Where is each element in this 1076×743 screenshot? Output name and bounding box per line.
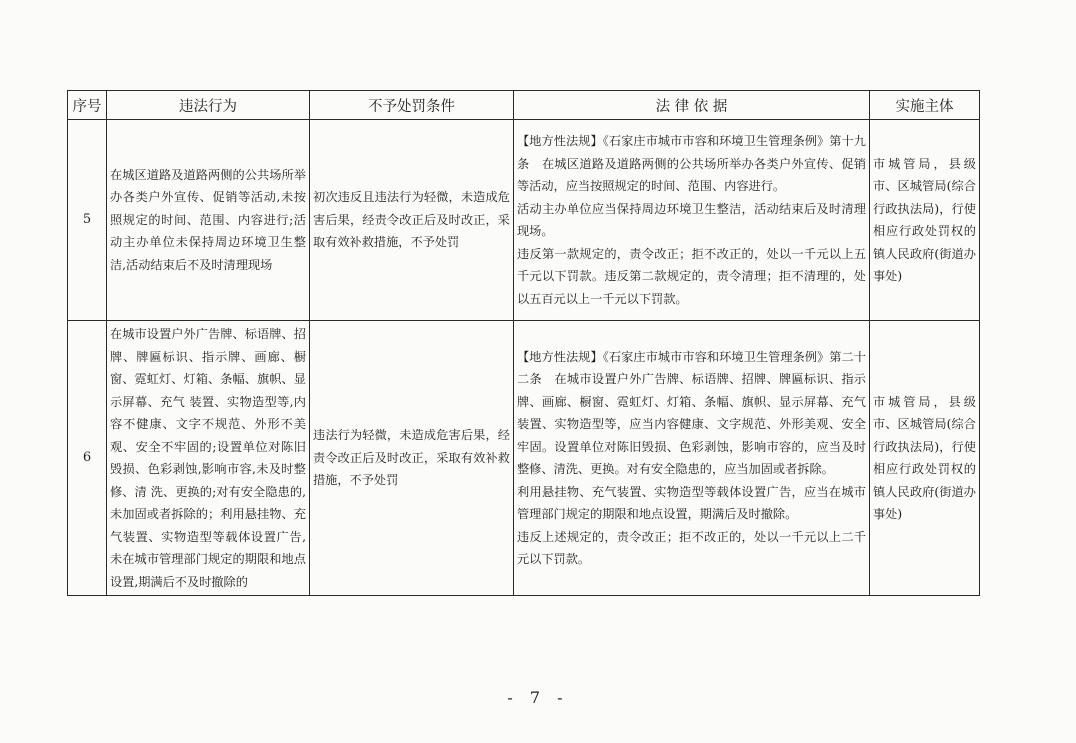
basis-paragraph: 利用悬挂物、充气装置、实物造型等载体设置广告，应当在城市管理部门规定的期限和地点设置，期满后及时撤除。: [517, 484, 866, 521]
basis-paragraph: 【地方性法规】《石家庄市城市市容和环境卫生管理条例》第十九条 在城区道路及道路两侧的公共场所举办各类户外宣传、促销等活动，应当按照规定的时间、范围、内容进行。: [517, 134, 866, 193]
penalty-exemption-table: [67, 90, 980, 596]
basis-paragraph: 违反第一款规定的，责令改正；拒不改正的，处以一千元以上五千元以下罚款。违反第二款规定的，责令清理；拒不清理的，处以五百元以上一千元以下罚款。: [517, 246, 866, 306]
header-seq: 序号: [68, 91, 107, 120]
basis-paragraph: 活动主办单位应当保持周边环境卫生整洁，活动结束后及时清理现场。: [517, 201, 866, 238]
exemption-cell: 违法行为轻微，未造成危害后果，经责令改正后及时改正，采取有效补救措施，不予处罚: [310, 321, 514, 596]
authority-cell: 市城管局，县级市、区城管局(综合行政执法局)，行使相应行政处罚权的镇人民政府(街道办事处): [870, 321, 980, 596]
table-row: [68, 321, 980, 596]
table-header-row: [68, 91, 980, 120]
header-basis: 法 律 依 据: [514, 91, 870, 120]
row-seq-cell: 5: [68, 120, 107, 321]
page-number: - 7 -: [507, 688, 569, 707]
header-violation: 违法行为: [107, 91, 310, 120]
table-row: [68, 120, 980, 321]
row-seq-cell: 6: [68, 321, 107, 596]
basis-paragraph: 【地方性法规】《石家庄市城市市容和环境卫生管理条例》第二十二条 在城市设置户外广告牌、标语牌、招牌、牌匾标识、指示牌、画廊、橱窗、霓虹灯、灯箱、条幅、旗帜、显示屏幕、充气装置、实物造型等，应当内容健康、文字规范、外形美观、安全牢固。设置单位对陈旧毁损、色彩剥蚀，影响市容的，应当及时整修、清洗、更换。对有安全隐患的，应当加固或者拆除。: [517, 349, 866, 476]
exemption-cell: 初次违反且违法行为轻微，未造成危害后果，经责令改正后及时改正，采取有效补救措施，不予处罚: [310, 120, 514, 321]
violation-cell: 在城市设置户外广告牌、标语牌、招牌、牌匾标识、指示牌、画廊、橱窗、霓虹灯、灯箱、条幅、旗帜、显示屏幕、充气 装置、实物造型等,内容不健康、文字不规范、外形不美观、安全不牢固的;设置单位对陈旧毁损、色彩剥蚀,影响市容,未及时整修、清 洗、更换的;对有安全隐患的,未加固或者拆除的；利用悬挂物、充气装置、实物造型等载体设置广告,未在城市管理部门规定的期限和地点设置,期满后不及时撤除的: [107, 321, 310, 596]
authority-cell: 市城管局，县级市、区城管局(综合行政执法局)，行使相应行政处罚权的镇人民政府(街道办事处): [870, 120, 980, 321]
legal-basis-cell: [514, 321, 870, 596]
basis-paragraph: 违反上述规定的，责令改正；拒不改正的，处以一千元以上二千元以下罚款。: [517, 529, 866, 566]
header-exemption: 不予处罚条件: [310, 91, 514, 120]
legal-basis-cell: [514, 120, 870, 321]
violation-cell: 在城区道路及道路两侧的公共场所举办各类户外宣传、促销等活动,未按照规定的时间、范围、内容进行;活动主办单位未保持周边环境卫生整洁,活动结束后不及时清理现场: [107, 120, 310, 321]
header-authority: 实施主体: [870, 91, 980, 120]
